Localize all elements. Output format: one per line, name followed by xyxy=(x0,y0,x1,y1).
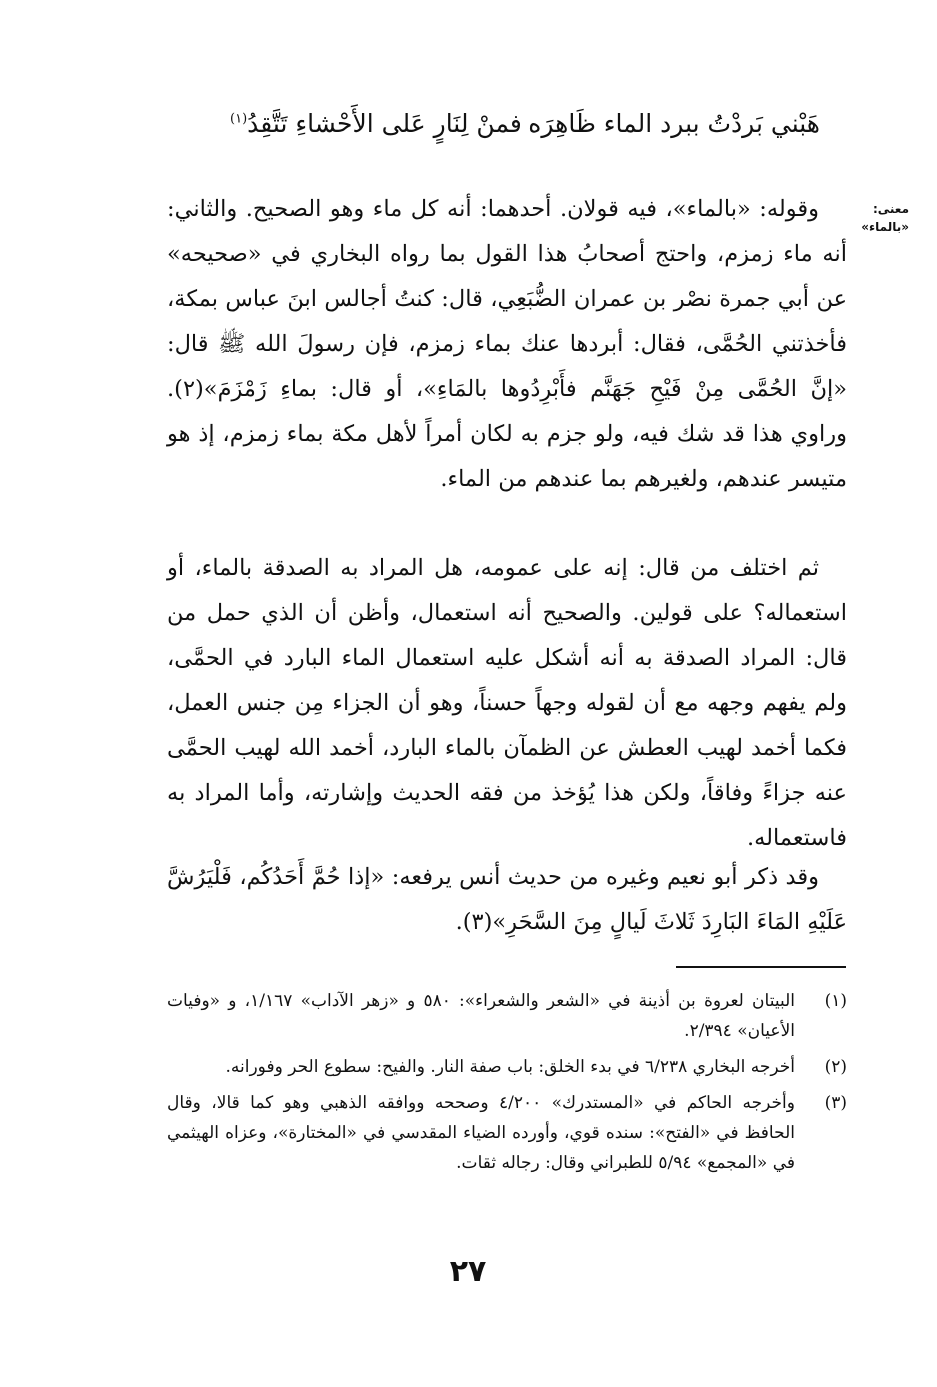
footnote-2 xyxy=(167,1052,847,1082)
footnotes xyxy=(167,986,847,1184)
page-number: ٢٧ xyxy=(449,1254,487,1289)
margin-note: معنى: «بالماء» xyxy=(861,202,909,234)
paragraph-text: ثم اختلف من قال: إنه على عمومه، هل المراد به الصدقة بالماء، أو استعماله؟ على قولين. والصحيح أنه استعمال، وأظن أن الذي حمل من قال: المراد الصدقة به أنه أشكل عليه استعمال الماء البارد في الحمَّى، ولم يفهم وجهه مع أن لقوله وجهاً حسناً، وهو أن الجزاء مِن جنس العمل، فكما أخمد لهيب العطش عن الظمآن بالماء البارد، أخمد الله لهيب الحمَّى عنه جزاءً وفاقاً، ولكن هذا يُؤخذ من فقه الحديث وإشارته، وأما المراد به فاستعماله. xyxy=(167,555,847,851)
footnote-text: أخرجه البخاري ٦/٢٣٨ في بدء الخلق: باب صفة النار. والفيح: سطوع الحر وفورانه. xyxy=(225,1057,795,1077)
footnote-1 xyxy=(167,986,847,1046)
paragraph-text: وقوله: «بالماء»، فيه قولان. أحدهما: أنه كل ماء وهو الصحيح. والثاني: أنه ماء زمزم، واحتج أصحابُ هذا القول بما رواه البخاري في «صحيحه» عن أبي جمرة نصْر بن عمران الضُّبَعِي، قال: كنتُ أجالس ابنَ عباس بمكة، فأخذتني الحُمَّى، فقال: أبردها عنك بماء زمزم، فإن رسولَ الله ﷺ قال: «إنَّ الحُمَّى مِنْ فَيْحِ جَهَنَّم فأَبْرِدُوها بالمَاءِ»، أو قال: بماءِ زَمْزَمَ»(٢). وراوي هذا قد شك فيه، ولو جزم به لكان أمراً لأهل مكة بماء زمزم، إذ هو متيسر عندهم، ولغيرهم بما عندهم من الماء. xyxy=(167,196,847,492)
verse-second-hemistich-text: فمنْ لِنَارٍ عَلى الأَحْشاءِ تَتَّقِدُ xyxy=(247,109,522,138)
verse-first-hemistich: هَبْني بَردْتُ ببرد الماء ظَاهِرَه xyxy=(528,109,820,138)
footnote-number: (٢) xyxy=(824,1057,847,1077)
footnote-separator xyxy=(676,966,846,968)
footnote-text: البيتان لعروة بن أذينة في «الشعر والشعراء»: ٥٨٠ و «زهر الآداب» ١/١٦٧، و «وفيات الأعيان» ٢/٣٩٤. xyxy=(167,991,795,1041)
paragraph-1 xyxy=(167,187,847,502)
paragraph-3 xyxy=(167,855,847,945)
poem-verse xyxy=(230,100,820,148)
paragraph-text: وقد ذكر أبو نعيم وغيره من حديث أنس يرفعه: «إذا حُمَّ أَحَدُكُم، فَلْيَرُشَّ عَلَيْهِ المَاءَ البَارِدَ ثَلاثَ لَيالٍ مِنَ السَّحَرِ»(٣). xyxy=(167,864,847,935)
footnote-3 xyxy=(167,1088,847,1178)
footnote-text: وأخرجه الحاكم في «المستدرك» ٤/٢٠٠ وصححه ووافقه الذهبي وهو كما قالا، وقال الحافظ في «الفتح»: سنده قوي، وأورده الضياء المقدسي في «المختارة»، وعزاه الهيثمي في «المجمع» ٥/٩٤ للطبراني وقال: رجاله ثقات. xyxy=(167,1093,795,1173)
paragraph-2 xyxy=(167,546,847,861)
footnote-number: (١) xyxy=(824,991,847,1011)
footnote-number: (٣) xyxy=(824,1093,847,1113)
verse-second-hemistich xyxy=(230,100,522,148)
footnote-reference: (١) xyxy=(230,111,248,127)
